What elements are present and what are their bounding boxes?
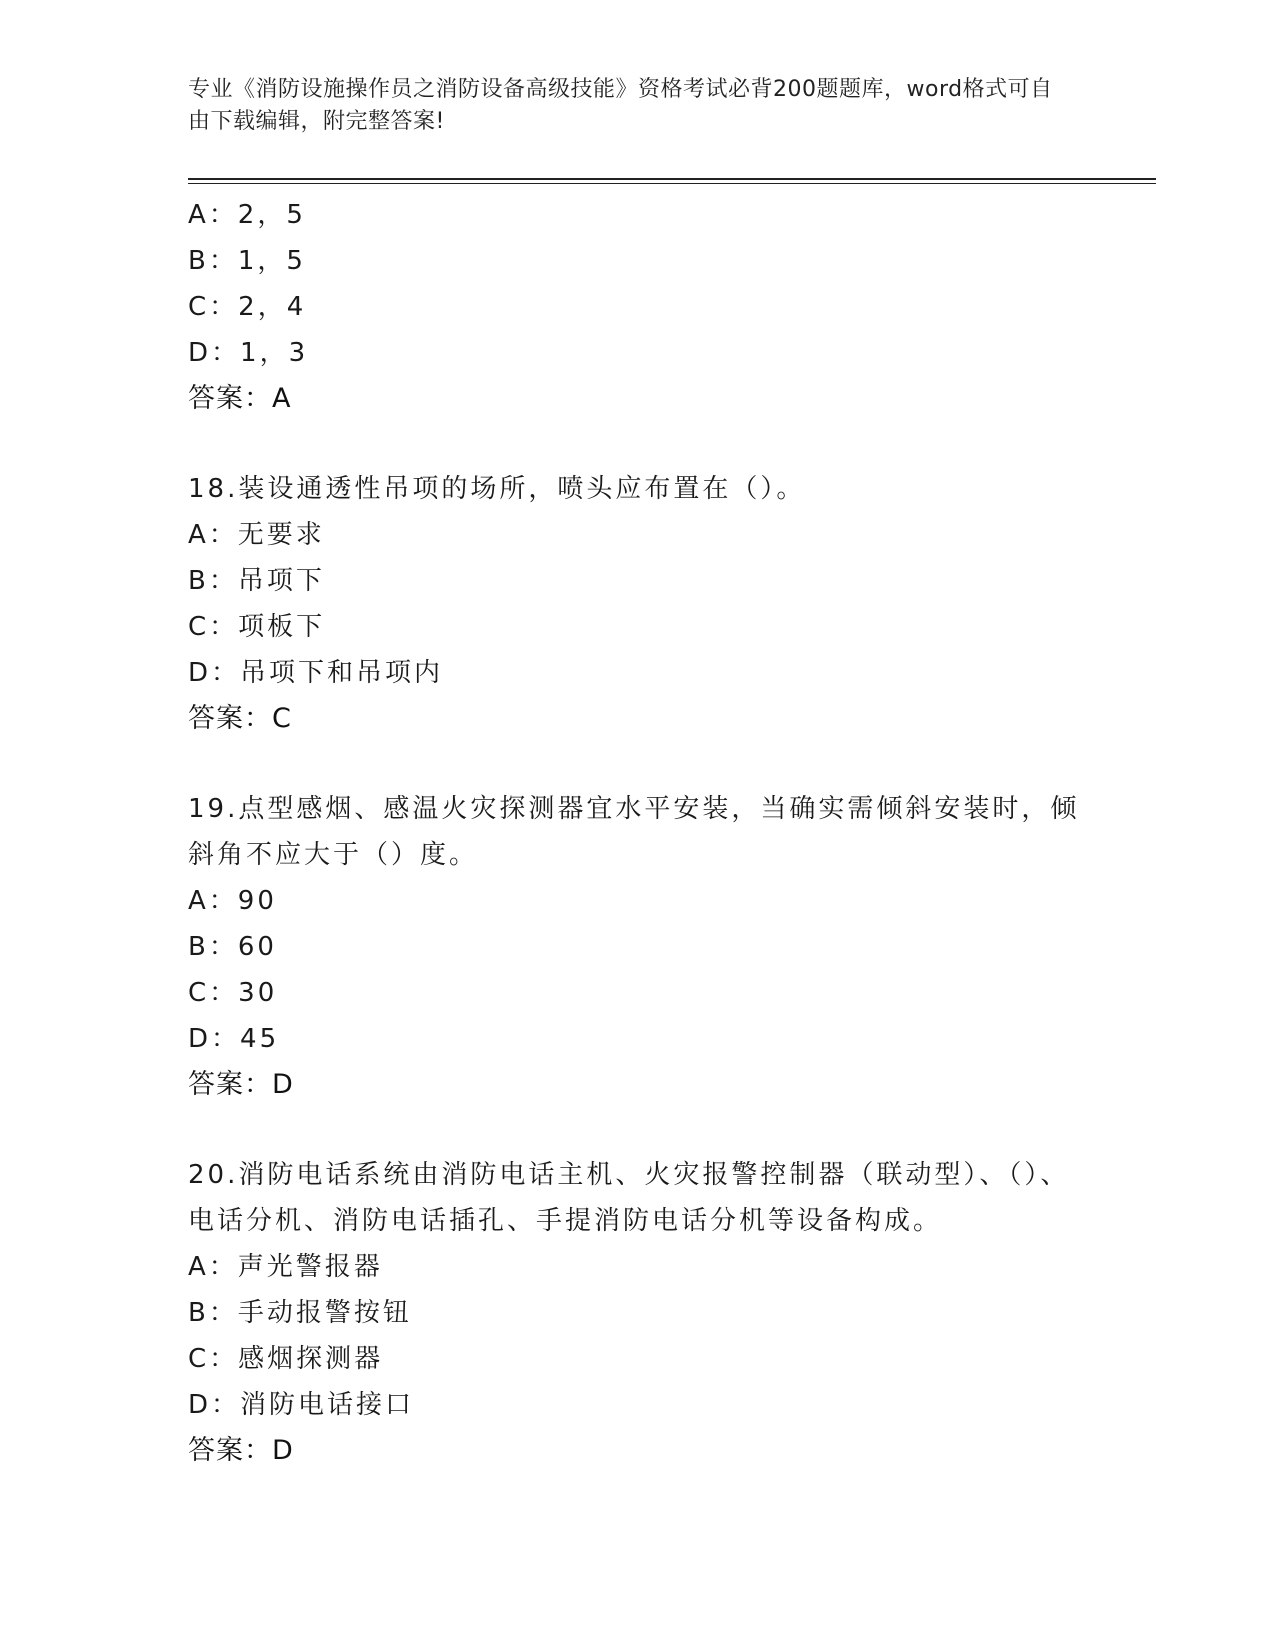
option-d: D：吊项下和吊项内 [188,658,444,688]
option-b: B：60 [188,932,277,962]
option-a: A：无要求 [188,520,325,550]
option-a: A：声光警报器 [188,1252,383,1282]
option-c: C：项板下 [188,612,326,642]
header-rule-thin [188,183,1156,184]
answer: 答案：A [188,383,292,414]
option-d: D：1，3 [188,338,309,368]
option-c: C：30 [188,978,278,1008]
option-b: B：1，5 [188,246,306,276]
question-19 [188,786,1088,1108]
option-c: C：感烟探测器 [188,1344,384,1374]
question-20 [188,1152,1088,1474]
answer: 答案：D [188,1435,294,1466]
question-text: 18.装设通透性吊项的场所，喷头应布置在（）。 [188,474,806,504]
header-rule [188,178,1156,180]
option-d: D：45 [188,1024,280,1054]
question-list [188,192,1088,1474]
option-a: A：90 [188,886,277,916]
option-d: D：消防电话接口 [188,1390,415,1420]
question-text: 20.消防电话系统由消防电话主机、火灾报警控制器（联动型）、（）、电话分机、消防电话插孔、手提消防电话分机等设备构成。 [188,1160,1070,1236]
option-a: A：2，5 [188,200,306,230]
option-b: B：手动报警按钮 [188,1298,412,1328]
answer: 答案：C [188,703,292,734]
question-17 [188,192,1088,422]
option-c: C：2，4 [188,292,307,322]
option-b: B：吊项下 [188,566,325,596]
page-header: 专业《消防设施操作员之消防设备高级技能》资格考试必背200题题库，word格式可自由下载编辑，附完整答案! [188,77,1053,134]
question-18 [188,466,1088,742]
answer: 答案：D [188,1069,294,1100]
question-text: 19.点型感烟、感温火灾探测器宜水平安装，当确实需倾斜安装时，倾斜角不应大于（）度。 [188,794,1080,870]
